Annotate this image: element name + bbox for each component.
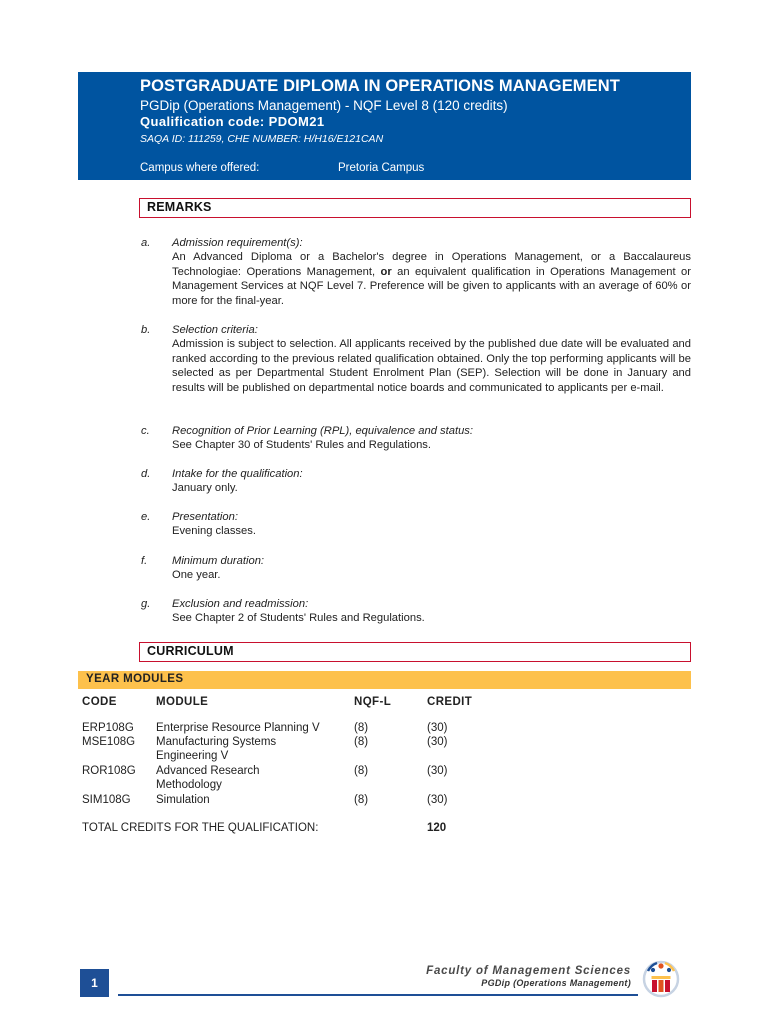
remark-letter: f. — [141, 555, 148, 567]
module-name: Simulation — [156, 794, 210, 806]
remark-title: Exclusion and readmission: — [172, 598, 309, 610]
module-code: ERP108G — [82, 722, 134, 734]
module-code: ROR108G — [82, 765, 136, 777]
campus-value: Pretoria Campus — [338, 162, 425, 174]
module-nqf: (8) — [354, 722, 369, 734]
remark-title: Minimum duration: — [172, 555, 265, 567]
remark-item-f — [141, 554, 691, 583]
remark-title: Intake for the qualification: — [172, 468, 303, 480]
module-nqf: (8) — [354, 794, 369, 806]
column-header-module: MODULE — [156, 696, 209, 708]
remark-item-c — [141, 424, 691, 453]
faculty-sub: PGDip (Operations Management) — [481, 978, 631, 988]
remark-body: See Chapter 2 of Students' Rules and Regulations. — [172, 612, 425, 625]
qualification-subtitle: PGDip (Operations Management) - NQF Level 8 (120 credits) — [140, 98, 508, 113]
remark-item-e — [141, 510, 691, 539]
module-code: MSE108G — [82, 736, 136, 748]
column-header-credit: CREDIT — [427, 696, 473, 708]
module-credit: (30) — [427, 794, 448, 806]
saqa-id: SAQA ID: 111259, CHE NUMBER: H/H16/E121CAN — [140, 133, 384, 145]
remarks-heading-box — [139, 198, 691, 218]
remark-title: Admission requirement(s): — [172, 237, 303, 249]
remarks-heading: REMARKS — [147, 200, 212, 214]
year-modules-label: YEAR MODULES — [86, 673, 184, 685]
remark-letter: e. — [141, 511, 151, 523]
remark-letter: g. — [141, 598, 151, 610]
remark-body: An Advanced Diploma or a Bachelor's degree in Operations Management, or a Baccalaureus Technologiae: Operations Management, or an equivalent qualification in Operations Management or Management Services at NQF Level 7. Preference will be given to applicants with an average of 60% or more for the final-year. — [172, 251, 691, 307]
remark-title: Selection criteria: — [172, 324, 258, 336]
remark-body-bold: or — [380, 265, 392, 278]
module-nqf: (8) — [354, 765, 369, 777]
remark-body: Evening classes. — [172, 525, 256, 538]
faculty-logo-icon — [640, 958, 682, 998]
module-code: SIM108G — [82, 794, 131, 806]
qualification-code: Qualification code: PDOM21 — [140, 114, 325, 129]
module-name: Manufacturing Systems Engineering V — [156, 736, 277, 762]
remark-letter: c. — [141, 425, 150, 437]
remark-letter: a. — [141, 237, 151, 249]
curriculum-heading: CURRICULUM — [147, 644, 234, 658]
qualification-header — [78, 72, 691, 180]
module-credit: (30) — [427, 765, 448, 777]
remark-item-a — [141, 236, 691, 308]
remark-item-d — [141, 467, 691, 496]
remark-item-b — [141, 323, 691, 395]
curriculum-heading-box — [139, 642, 691, 662]
faculty-name: Faculty of Management Sciences — [426, 965, 631, 977]
total-credits-value: 120 — [427, 822, 447, 834]
remark-title: Presentation: — [172, 511, 238, 523]
remark-title: Recognition of Prior Learning (RPL), equivalence and status: — [172, 425, 473, 437]
column-header-code: CODE — [82, 696, 117, 708]
remark-body: Admission is subject to selection. All applicants received by the published due date will be evaluated and ranked according to the previous related qualification obtained. Only the top performing applicants will be selected as per Departmental Student Enrolment Plan (SEP). Selection will be done in January and results will be published on departmental notice boards and communicated to applicants per e-mail. — [172, 338, 691, 394]
column-header-nqf: NQF-L — [354, 696, 392, 708]
remark-body: See Chapter 30 of Students' Rules and Regulations. — [172, 439, 431, 452]
remark-letter: d. — [141, 468, 151, 480]
remark-body: One year. — [172, 569, 221, 582]
module-credit: (30) — [427, 722, 448, 734]
total-credits-label: TOTAL CREDITS FOR THE QUALIFICATION: — [82, 822, 319, 834]
qualification-title: POSTGRADUATE DIPLOMA IN OPERATIONS MANAGEMENT — [140, 77, 620, 95]
remark-item-g — [141, 597, 691, 626]
remark-letter: b. — [141, 324, 151, 336]
module-name: Advanced Research Methodology — [156, 765, 260, 791]
module-credit: (30) — [427, 736, 448, 748]
module-nqf: (8) — [354, 736, 369, 748]
year-modules-bar — [78, 671, 691, 689]
footer-divider — [118, 994, 638, 996]
campus-label: Campus where offered: — [140, 162, 260, 174]
module-name: Enterprise Resource Planning V — [156, 722, 320, 734]
page-number: 1 — [80, 969, 109, 997]
remark-body: January only. — [172, 482, 238, 495]
